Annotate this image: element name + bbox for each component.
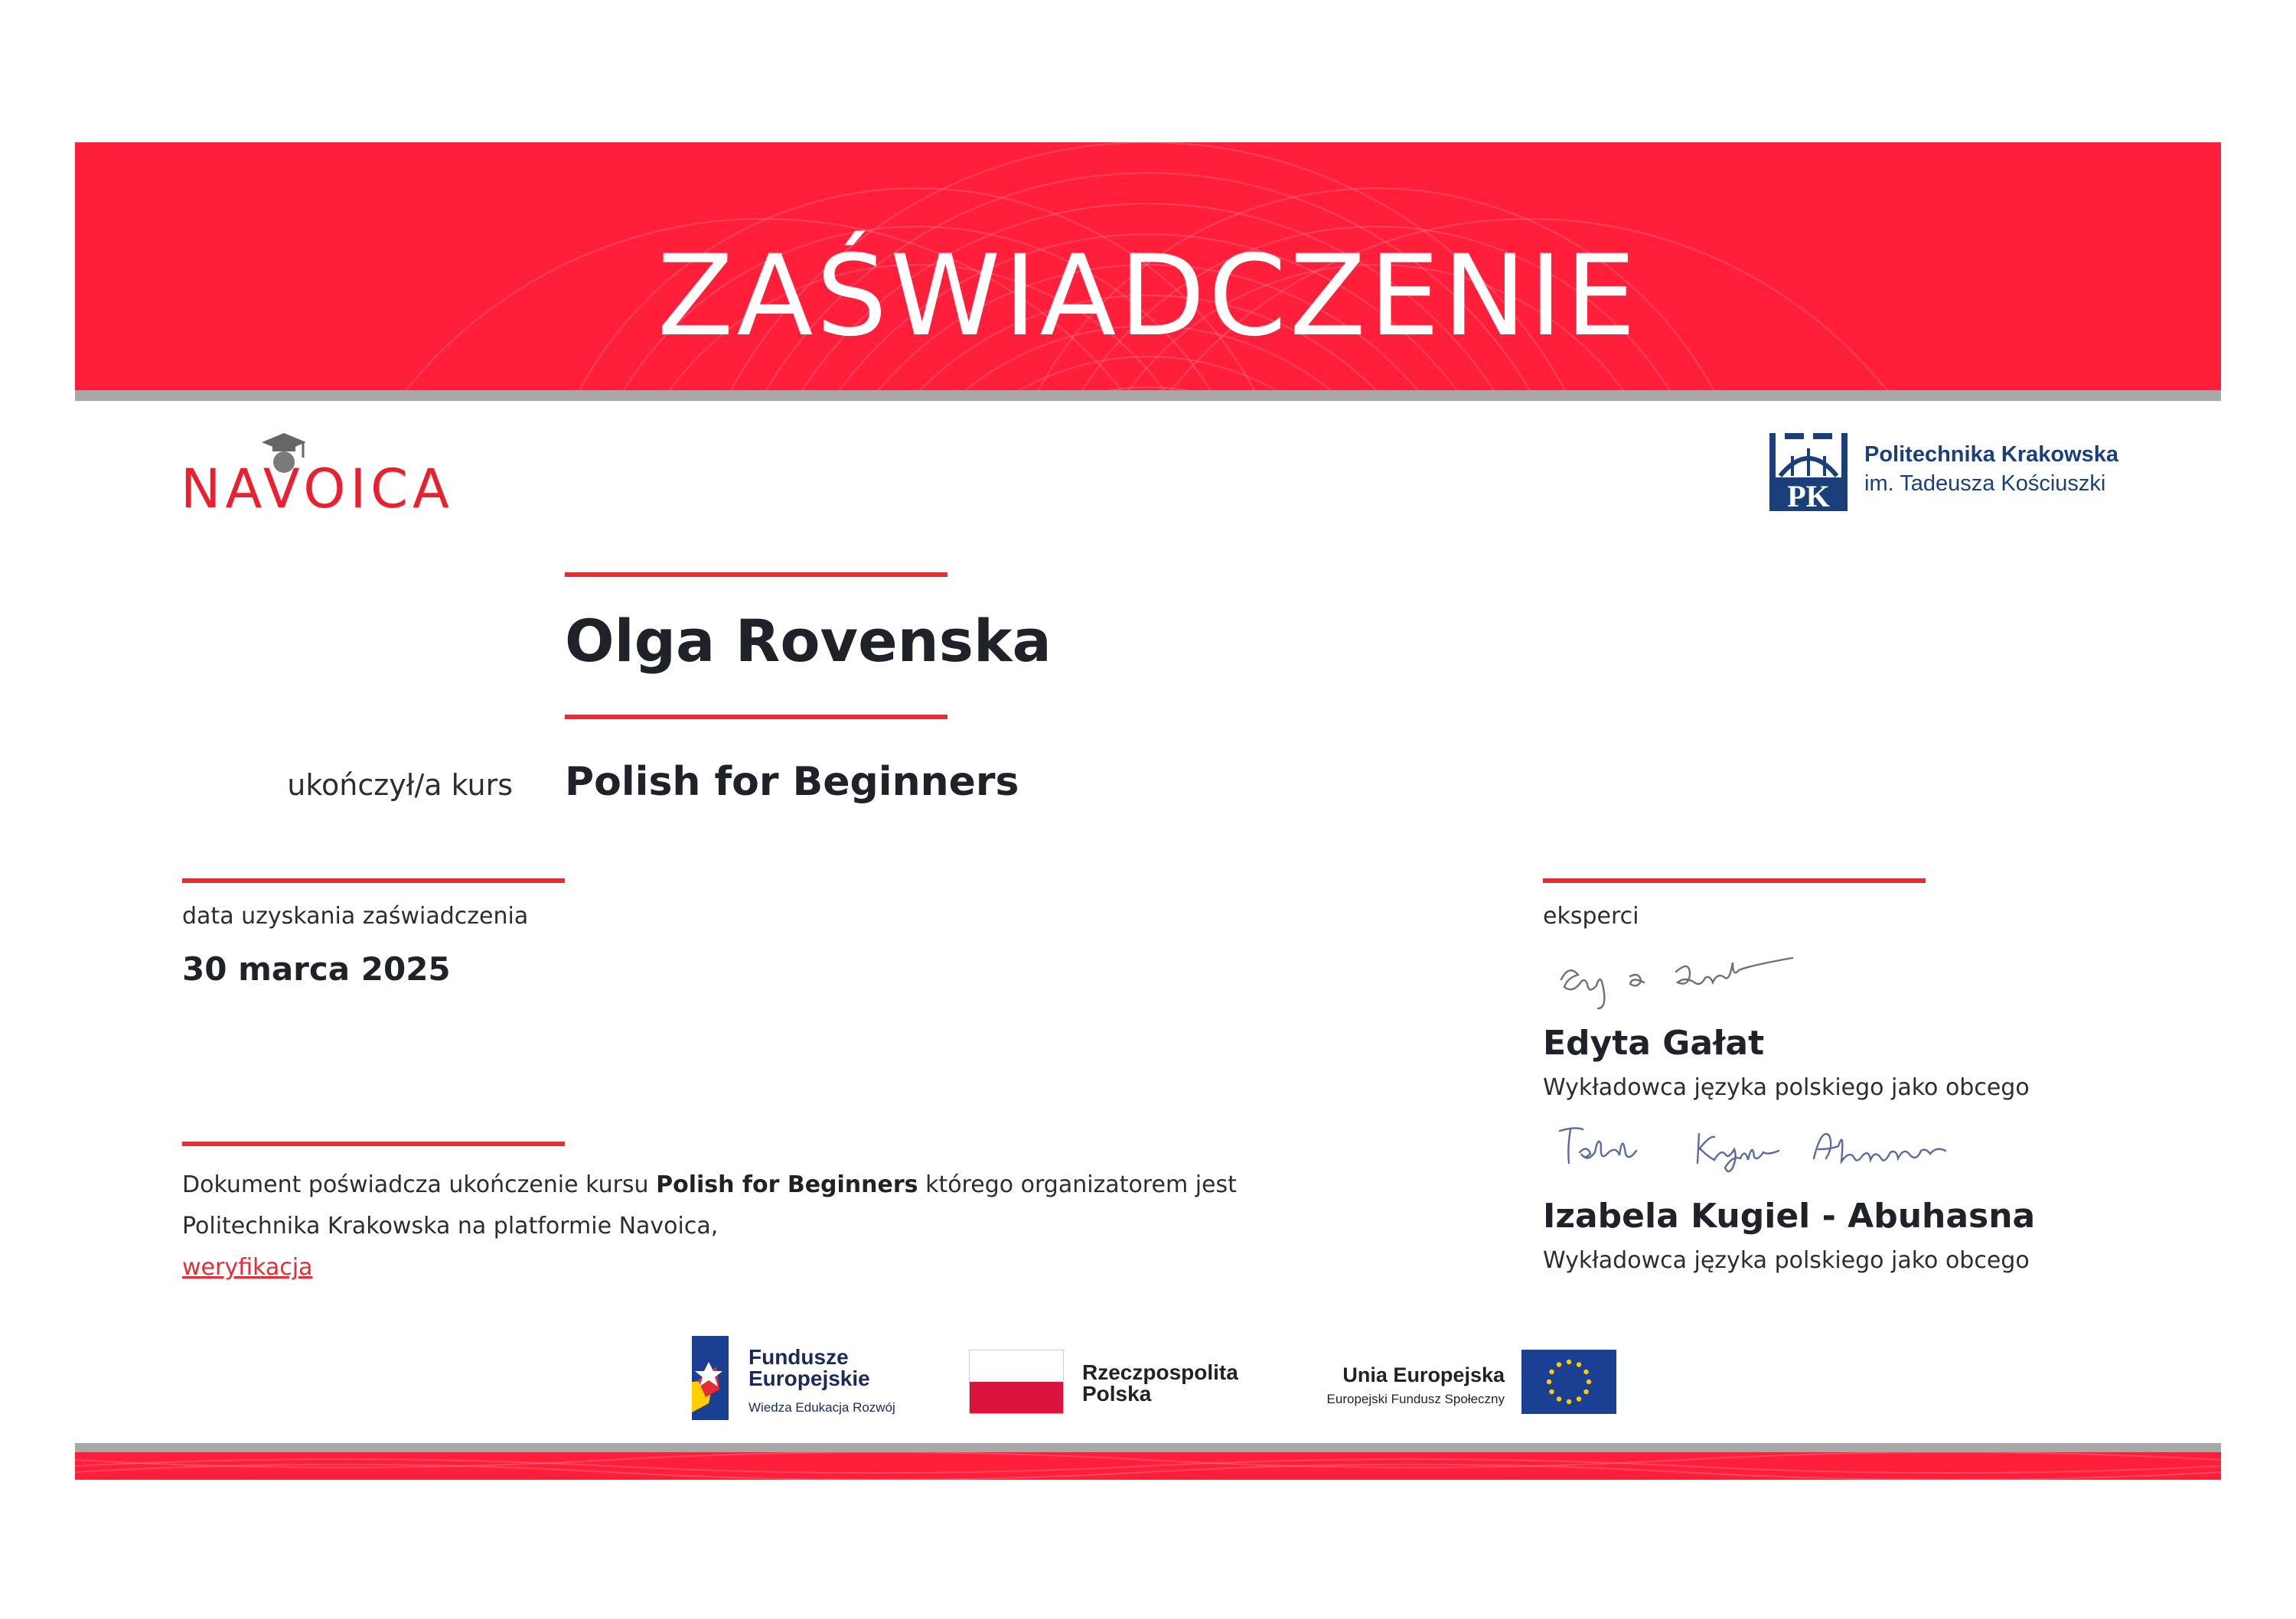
eu-star-icon	[1567, 1399, 1571, 1404]
course-prefix: ukończył/a kurs	[287, 768, 513, 802]
expert-name: Izabela Kugiel - Abuhasna	[1543, 1197, 2036, 1236]
eu-star-icon	[1549, 1389, 1554, 1394]
eu-star-icon	[1587, 1380, 1591, 1384]
polish-flag-icon	[969, 1350, 1064, 1414]
eu-star-icon	[1583, 1370, 1588, 1374]
footer-gray-strip	[75, 1443, 2221, 1452]
pk-name: Politechnika Krakowska	[1864, 442, 2119, 467]
experts-label: eksperci	[1543, 903, 1639, 930]
rzeczpospolita-polska-logo: Rzeczpospolita Polska	[969, 1350, 1260, 1415]
red-rule	[565, 572, 947, 577]
red-rule	[565, 715, 947, 719]
date-label: data uzyskania zaświadczenia	[182, 903, 529, 930]
signature-edyta-galat	[1546, 949, 1837, 1010]
eu-star-icon	[1549, 1370, 1554, 1374]
svg-text:PK: PK	[1787, 479, 1830, 511]
guilloche-pattern	[75, 1452, 2221, 1480]
red-rule	[182, 878, 565, 883]
statement-course-name: Polish for Beginners	[656, 1171, 918, 1198]
fundusze-europejskie-logo: Fundusze Europejskie Wiedza Edukacja Rozwój	[686, 1336, 938, 1422]
eu-star-icon	[1557, 1362, 1561, 1367]
eu-flag-icon	[1521, 1350, 1616, 1414]
politechnika-krakowska-logo	[1769, 433, 2137, 513]
header-band	[75, 142, 2221, 390]
certificate-title: ZAŚWIADCZENIE	[657, 231, 1639, 361]
document-statement: Dokument poświadcza ukończenie kursu Polish for Beginners którego organizatorem jest Politechnika Krakowska na platformie Navoica, weryfikacja	[182, 1171, 1237, 1281]
pk-subtitle: im. Tadeusza Kościuszki	[1864, 471, 2106, 496]
eu-star-icon	[1547, 1380, 1551, 1384]
eu-star-icon	[1567, 1360, 1571, 1364]
recipient-name: Olga Rovenska	[565, 607, 1052, 675]
pk-crest-icon	[1769, 433, 1848, 511]
expert-role: Wykładowca języka polskiego jako obcego	[1543, 1247, 2030, 1274]
eu-star-icon	[1577, 1396, 1581, 1401]
expert-name: Edyta Gałat	[1543, 1024, 1765, 1063]
unia-europejska-logo: Unia Europejska Europejski Fundusz Społeczny	[1301, 1350, 1616, 1415]
header-gray-strip	[75, 390, 2221, 401]
fe-star-icon	[686, 1336, 732, 1422]
signature-izabela-kugiel-abuhasna	[1554, 1120, 2013, 1174]
red-rule	[182, 1142, 565, 1146]
navoica-logo: NAVOICA	[181, 432, 464, 516]
date-value: 30 marca 2025	[182, 950, 451, 988]
footer-band	[75, 1452, 2221, 1480]
verification-link[interactable]: weryfikacja	[182, 1254, 313, 1281]
eu-star-icon	[1557, 1396, 1561, 1401]
expert-role: Wykładowca języka polskiego jako obcego	[1543, 1074, 2030, 1101]
course-name: Polish for Beginners	[565, 759, 1019, 805]
eu-star-icon	[1577, 1362, 1581, 1367]
red-rule	[1543, 878, 1926, 883]
eu-star-icon	[1583, 1389, 1588, 1394]
